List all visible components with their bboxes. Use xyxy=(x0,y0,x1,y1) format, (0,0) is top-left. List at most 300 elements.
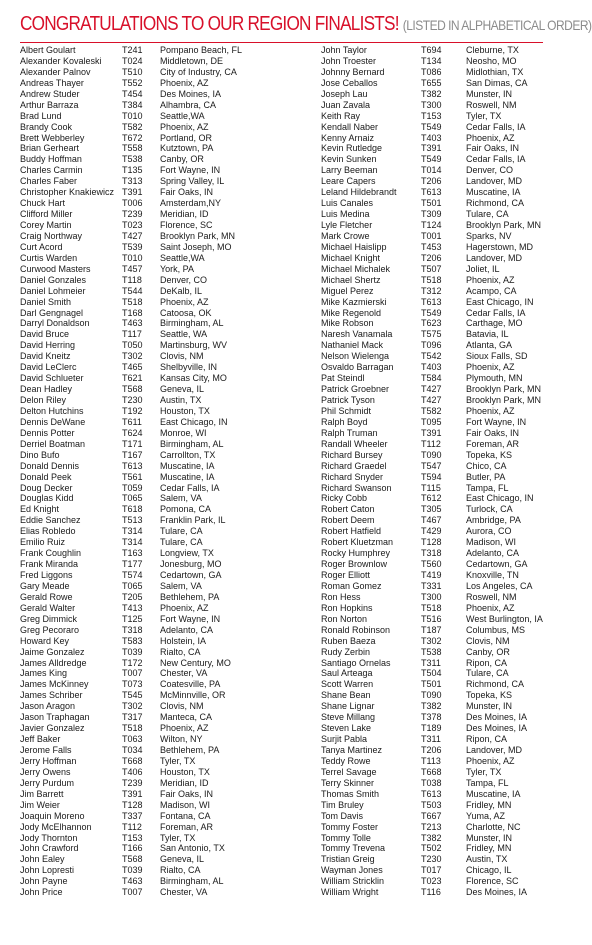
finalist-row xyxy=(321,450,566,461)
finalist-location: Chester, VA xyxy=(160,887,208,898)
finalist-name: Daniel Lohmeier xyxy=(20,285,86,296)
finalist-name: Donald Dennis xyxy=(20,460,80,471)
finalist-location: Rialto, CA xyxy=(160,646,201,657)
finalist-row xyxy=(321,264,566,275)
territory-code: T624 xyxy=(122,427,143,438)
finalist-name: Doug Decker xyxy=(20,482,73,493)
finalist-row xyxy=(20,406,275,417)
territory-code: T168 xyxy=(122,307,143,318)
finalist-row xyxy=(321,384,566,395)
territory-code: T513 xyxy=(122,515,143,526)
finalist-row xyxy=(20,668,275,679)
finalist-location: Tulare, CA xyxy=(466,209,509,220)
page-title xyxy=(20,13,592,36)
finalists-column-right xyxy=(321,45,566,898)
finalist-name: Delton Hutchins xyxy=(20,405,84,416)
finalist-name: John Taylor xyxy=(321,45,367,55)
finalist-location: East Chicago, IN xyxy=(160,416,228,427)
finalist-row xyxy=(20,701,275,712)
territory-code: T463 xyxy=(122,876,143,887)
finalist-location: Fort Wayne, IN xyxy=(466,416,527,427)
finalist-row xyxy=(321,854,566,865)
territory-code: T206 xyxy=(421,745,442,755)
territory-code: T205 xyxy=(122,591,143,602)
territory-code: T014 xyxy=(421,165,442,176)
finalist-row xyxy=(321,679,566,690)
finalist-row xyxy=(321,362,566,373)
territory-code: T039 xyxy=(122,865,143,876)
territory-code: T017 xyxy=(421,865,442,876)
finalist-row xyxy=(321,767,566,778)
finalist-location: Cleburne, TX xyxy=(466,45,519,55)
finalist-name: Howard Key xyxy=(20,635,70,646)
territory-code: T668 xyxy=(421,766,442,777)
finalist-location: Holstein, IA xyxy=(160,635,207,646)
finalist-row xyxy=(20,548,275,559)
finalist-location: York, PA xyxy=(160,263,195,274)
finalist-row xyxy=(20,822,275,833)
finalist-row xyxy=(20,133,275,144)
finalist-location: Rialto, CA xyxy=(160,865,201,876)
finalist-location: Turlock, CA xyxy=(466,504,513,515)
finalist-row xyxy=(20,515,275,526)
finalist-name: Alexander Palnov xyxy=(20,66,91,77)
finalist-row xyxy=(20,286,275,297)
finalist-location: Salem, VA xyxy=(160,580,202,591)
finalist-name: Ralph Truman xyxy=(321,427,378,438)
finalist-location: Seattle,WA xyxy=(160,252,205,263)
finalist-row xyxy=(321,439,566,450)
territory-code: T694 xyxy=(421,45,442,55)
territory-code: T403 xyxy=(421,132,442,143)
finalist-name: Eddie Sanchez xyxy=(20,515,81,526)
territory-code: T516 xyxy=(421,613,442,624)
finalist-name: Santiago Ornelas xyxy=(321,657,391,668)
territory-code: T239 xyxy=(122,209,143,220)
finalist-row xyxy=(321,537,566,548)
finalist-name: Patrick Groebner xyxy=(321,384,390,395)
finalist-location: Carrollton, TX xyxy=(160,449,216,460)
territory-code: T010 xyxy=(122,252,143,263)
finalist-row xyxy=(321,843,566,854)
territory-code: T153 xyxy=(122,832,143,843)
finalist-row xyxy=(20,636,275,647)
territory-code: T507 xyxy=(421,263,442,274)
finalist-name: Tom Davis xyxy=(321,810,364,821)
finalist-name: John Payne xyxy=(20,876,68,887)
finalist-location: Aurora, CO xyxy=(466,526,512,537)
finalist-row xyxy=(321,483,566,494)
finalist-location: Des Moines, IA xyxy=(466,887,528,898)
finalist-location: Landover, MD xyxy=(466,176,523,187)
finalist-row xyxy=(20,658,275,669)
finalist-name: David Kneitz xyxy=(20,351,71,362)
finalist-row xyxy=(20,45,275,56)
territory-code: T518 xyxy=(122,296,143,307)
finalist-name: Robert Caton xyxy=(321,504,375,515)
territory-code: T672 xyxy=(122,132,143,143)
territory-code: T172 xyxy=(122,657,143,668)
finalist-location: Ambridge, PA xyxy=(466,515,521,526)
finalist-location: Catoosa, OK xyxy=(160,307,212,318)
finalist-row xyxy=(20,220,275,231)
finalist-location: Muscatine, IA xyxy=(160,471,215,482)
finalist-location: Florence, SC xyxy=(466,876,519,887)
territory-code: T538 xyxy=(421,646,442,657)
finalist-row xyxy=(321,833,566,844)
territory-code: T429 xyxy=(421,526,442,537)
finalist-location: DeKalb, IL xyxy=(160,285,203,296)
territory-code: T391 xyxy=(122,187,143,198)
territory-code: T065 xyxy=(122,493,143,504)
title-subtitle: (LISTED IN ALPHABETICAL ORDER) xyxy=(402,17,592,33)
finalist-location: Bethlehem, PA xyxy=(160,745,220,755)
finalist-row xyxy=(20,340,275,351)
finalist-location: Brooklyn Park, MN xyxy=(466,220,542,230)
finalist-row xyxy=(20,800,275,811)
territory-code: T560 xyxy=(421,559,442,570)
finalist-name: Terry Skinner xyxy=(321,777,375,788)
finalist-name: Ruben Baeza xyxy=(321,635,376,646)
finalist-row xyxy=(20,100,275,111)
territory-code: T427 xyxy=(122,230,143,241)
finalist-row xyxy=(20,329,275,340)
finalist-name: Joseph Lau xyxy=(321,88,368,99)
territory-code: T561 xyxy=(122,471,143,482)
finalist-row xyxy=(321,253,566,264)
finalist-name: Tristian Greig xyxy=(321,854,375,865)
finalist-name: Mike Regenold xyxy=(321,307,382,318)
finalist-location: Phoenix, AZ xyxy=(466,132,515,143)
finalist-location: Joliet, IL xyxy=(466,263,500,274)
territory-code: T545 xyxy=(122,690,143,701)
finalist-row xyxy=(20,734,275,745)
finalist-name: Nathaniel Mack xyxy=(321,340,384,351)
finalist-row xyxy=(321,581,566,592)
finalist-name: Scott Warren xyxy=(321,679,374,690)
territory-code: T007 xyxy=(122,887,143,898)
finalist-name: Juan Zavala xyxy=(321,99,371,110)
finalist-name: Ricky Cobb xyxy=(321,493,368,504)
finalist-location: Denver, CO xyxy=(160,274,208,285)
finalist-name: David Herring xyxy=(20,340,76,351)
territory-code: T667 xyxy=(421,810,442,821)
finalist-row xyxy=(321,275,566,286)
finalist-location: Cedar Falls, IA xyxy=(466,154,526,165)
finalist-row xyxy=(321,187,566,198)
territory-code: T378 xyxy=(421,712,442,723)
finalist-name: Elias Robledo xyxy=(20,526,76,537)
finalist-row xyxy=(321,351,566,362)
territory-code: T006 xyxy=(122,198,143,209)
finalist-row xyxy=(321,887,566,898)
finalist-row xyxy=(321,658,566,669)
finalist-location: Carthage, MO xyxy=(466,318,523,329)
finalist-row xyxy=(321,570,566,581)
finalist-row xyxy=(321,67,566,78)
territory-code: T668 xyxy=(122,755,143,766)
finalist-location: Cedar Falls, IA xyxy=(466,307,526,318)
territory-code: T177 xyxy=(122,559,143,570)
finalist-name: Richard Bursey xyxy=(321,449,383,460)
territory-code: T502 xyxy=(421,843,442,854)
finalist-location: Los Angeles, CA xyxy=(466,580,533,591)
territory-code: T010 xyxy=(122,110,143,121)
finalist-location: Birmingham, AL xyxy=(160,438,224,449)
territory-code: T166 xyxy=(122,843,143,854)
finalist-row xyxy=(321,559,566,570)
finalist-name: Shane Lignar xyxy=(321,701,375,712)
finalist-row xyxy=(20,176,275,187)
territory-code: T549 xyxy=(421,307,442,318)
finalist-location: Fridley, MN xyxy=(466,799,512,810)
territory-code: T552 xyxy=(122,77,143,88)
finalist-row xyxy=(20,625,275,636)
territory-code: T163 xyxy=(122,548,143,559)
finalist-location: Meridian, ID xyxy=(160,209,209,220)
territory-code: T206 xyxy=(421,252,442,263)
finalist-name: Richard Swanson xyxy=(321,482,392,493)
finalist-location: Phoenix, AZ xyxy=(160,723,209,734)
territory-code: T518 xyxy=(122,723,143,734)
territory-code: T549 xyxy=(421,121,442,132)
finalist-row xyxy=(20,854,275,865)
finalist-row xyxy=(321,876,566,887)
territory-code: T302 xyxy=(421,635,442,646)
finalist-location: Adelanto, CA xyxy=(466,548,520,559)
territory-code: T544 xyxy=(122,285,143,296)
finalist-name: Shane Bean xyxy=(321,690,371,701)
finalist-location: Seattle, WA xyxy=(160,329,208,340)
territory-code: T582 xyxy=(122,121,143,132)
finalist-row xyxy=(321,504,566,515)
finalist-name: Jody McElhannon xyxy=(20,821,92,832)
finalist-location: Coatesville, PA xyxy=(160,679,221,690)
territory-code: T050 xyxy=(122,340,143,351)
finalist-location: City of Industry, CA xyxy=(160,66,237,77)
finalist-location: Clovis, NM xyxy=(466,635,510,646)
finalist-name: Keith Ray xyxy=(321,110,361,121)
finalist-location: Phoenix, AZ xyxy=(160,77,209,88)
territory-code: T312 xyxy=(421,285,442,296)
finalist-name: Daniel Smith xyxy=(20,296,72,307)
finalist-name: John Crawford xyxy=(20,843,79,854)
territory-code: T391 xyxy=(421,427,442,438)
finalist-row xyxy=(321,143,566,154)
finalist-name: Jerome Falls xyxy=(20,745,72,755)
finalist-location: Tulare, CA xyxy=(160,537,203,548)
territory-code: T613 xyxy=(421,296,442,307)
territory-code: T504 xyxy=(421,668,442,679)
finalist-location: Shelbyville, IN xyxy=(160,362,218,373)
finalist-name: Andrew Studer xyxy=(20,88,80,99)
territory-code: T621 xyxy=(122,373,143,384)
finalist-name: Kevin Sunken xyxy=(321,154,377,165)
territory-code: T305 xyxy=(421,504,442,515)
territory-code: T419 xyxy=(421,570,442,580)
territory-code: T300 xyxy=(421,591,442,602)
finalist-row xyxy=(20,450,275,461)
territory-code: T135 xyxy=(122,165,143,176)
finalist-location: Fridley, MN xyxy=(466,843,512,854)
finalist-name: Tommy Foster xyxy=(321,821,379,832)
finalist-name: Wayman Jones xyxy=(321,865,383,876)
finalist-name: Michael Shertz xyxy=(321,274,381,285)
territory-code: T063 xyxy=(122,734,143,745)
finalist-name: Michael Michalek xyxy=(321,263,391,274)
finalist-row xyxy=(20,679,275,690)
finalist-name: Tommy Tolle xyxy=(321,832,371,843)
finalist-location: Clovis, NM xyxy=(160,351,204,362)
territory-code: T503 xyxy=(421,799,442,810)
finalist-row xyxy=(20,592,275,603)
finalist-name: William Stricklin xyxy=(321,876,384,887)
territory-code: T403 xyxy=(421,362,442,373)
finalist-name: David Bruce xyxy=(20,329,70,340)
finalist-row xyxy=(20,865,275,876)
finalist-row xyxy=(321,800,566,811)
finalist-row xyxy=(20,198,275,209)
territory-code: T128 xyxy=(421,537,442,548)
finalist-row xyxy=(20,712,275,723)
finalist-name: Tanya Martinez xyxy=(321,745,383,755)
finalist-name: Greg Dimmick xyxy=(20,613,78,624)
finalist-row xyxy=(20,887,275,898)
finalist-location: McMinnville, OR xyxy=(160,690,226,701)
finalist-location: Neosho, MO xyxy=(466,55,517,66)
territory-code: T095 xyxy=(421,416,442,427)
finalist-name: Darryl Donaldson xyxy=(20,318,90,329)
finalist-location: Tyler, TX xyxy=(466,766,502,777)
finalist-row xyxy=(20,843,275,854)
territory-code: T568 xyxy=(122,854,143,865)
finalist-name: Mike Kazmierski xyxy=(321,296,387,307)
finalist-name: Charles Faber xyxy=(20,176,78,187)
territory-code: T465 xyxy=(122,362,143,373)
finalists-list xyxy=(0,45,563,915)
finalist-row xyxy=(20,242,275,253)
finalist-name: Robert Deem xyxy=(321,515,375,526)
finalist-location: Seattle,WA xyxy=(160,110,205,121)
territory-code: T187 xyxy=(421,624,442,635)
finalist-location: Acampo, CA xyxy=(466,285,517,296)
finalist-location: Manteca, CA xyxy=(160,712,213,723)
territory-code: T582 xyxy=(421,405,442,416)
finalist-row xyxy=(20,373,275,384)
finalist-location: Chico, CA xyxy=(466,460,507,471)
finalist-location: Jonesburg, MO xyxy=(160,559,222,570)
finalist-row xyxy=(321,122,566,133)
finalist-location: Pompano Beach, FL xyxy=(160,45,243,55)
finalist-name: Miguel Perez xyxy=(321,285,374,296)
territory-code: T128 xyxy=(122,799,143,810)
finalist-location: Tyler, TX xyxy=(466,110,502,121)
finalist-row xyxy=(321,636,566,647)
finalist-name: Jerry Owens xyxy=(20,766,71,777)
finalist-name: Rudy Zerbin xyxy=(321,646,371,657)
territory-code: T384 xyxy=(122,99,143,110)
finalist-name: Luis Medina xyxy=(321,209,370,220)
finalist-row xyxy=(321,198,566,209)
territory-code: T153 xyxy=(421,110,442,121)
territory-code: T613 xyxy=(421,788,442,799)
finalist-location: Phoenix, AZ xyxy=(466,274,515,285)
territory-code: T558 xyxy=(122,143,143,154)
territory-code: T314 xyxy=(122,526,143,537)
finalist-location: Tulare, CA xyxy=(466,668,509,679)
territory-code: T167 xyxy=(122,449,143,460)
finalist-name: Roger Brownlow xyxy=(321,559,388,570)
finalist-name: Steve Millang xyxy=(321,712,376,723)
finalist-location: Ripon, CA xyxy=(466,657,508,668)
finalist-name: Pat Steindl xyxy=(321,373,365,384)
finalist-location: Tyler, TX xyxy=(160,832,196,843)
finalist-location: Hagerstown, MD xyxy=(466,241,534,252)
finalist-name: Michael Haislipp xyxy=(321,241,387,252)
finalist-name: Naresh Vanamala xyxy=(321,329,393,340)
territory-code: T118 xyxy=(122,274,142,285)
finalist-location: Butler, PA xyxy=(466,471,506,482)
finalist-name: Fred Liggons xyxy=(20,570,73,580)
territory-code: T124 xyxy=(421,220,442,230)
finalist-row xyxy=(20,493,275,504)
territory-code: T059 xyxy=(122,482,143,493)
territory-code: T318 xyxy=(122,624,143,635)
finalist-row xyxy=(321,548,566,559)
finalist-row xyxy=(321,417,566,428)
territory-code: T086 xyxy=(421,66,442,77)
finalist-name: John Troester xyxy=(321,55,377,66)
territory-code: T230 xyxy=(122,395,143,405)
finalist-row xyxy=(20,56,275,67)
finalist-location: Roswell, NM xyxy=(466,99,517,110)
territory-code: T539 xyxy=(122,241,143,252)
finalist-location: Adelanto, CA xyxy=(160,624,214,635)
finalist-row xyxy=(20,297,275,308)
territory-code: T382 xyxy=(421,701,442,712)
finalist-location: Middletown, DE xyxy=(160,55,224,66)
finalist-name: Ronald Robinson xyxy=(321,624,391,635)
finalist-name: Buddy Hoffman xyxy=(20,154,82,165)
territory-code: T117 xyxy=(122,329,142,340)
finalist-row xyxy=(20,209,275,220)
finalist-row xyxy=(20,439,275,450)
finalist-name: Craig Northway xyxy=(20,230,83,241)
finalist-name: William Wright xyxy=(321,887,379,898)
territory-code: T655 xyxy=(421,77,442,88)
finalist-location: Bethlehem, PA xyxy=(160,591,220,602)
territory-code: T090 xyxy=(421,449,442,460)
finalist-name: Saul Arteaga xyxy=(321,668,373,679)
finalist-row xyxy=(321,472,566,483)
finalist-row xyxy=(321,78,566,89)
finalist-name: Ralph Boyd xyxy=(321,416,368,427)
finalist-row xyxy=(20,264,275,275)
finalist-name: Emilio Ruiz xyxy=(20,537,66,548)
finalist-row xyxy=(20,581,275,592)
finalist-row xyxy=(20,690,275,701)
finalist-location: Austin, TX xyxy=(466,854,508,865)
finalist-row xyxy=(321,395,566,406)
territory-code: T611 xyxy=(122,416,142,427)
territory-code: T331 xyxy=(421,580,442,591)
finalist-row xyxy=(20,504,275,515)
territory-code: T314 xyxy=(122,537,143,548)
finalist-location: Kutztown, PA xyxy=(160,143,214,154)
territory-code: T317 xyxy=(122,712,143,723)
territory-code: T618 xyxy=(122,504,143,515)
finalist-location: Muscatine, IA xyxy=(466,187,521,198)
